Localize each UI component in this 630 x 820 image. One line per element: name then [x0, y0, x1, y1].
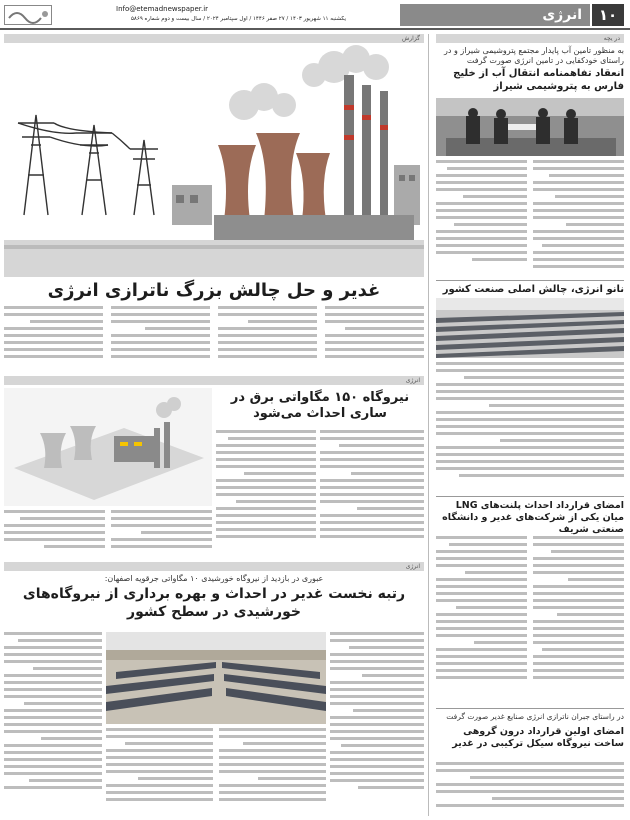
newspaper-logo [4, 5, 52, 25]
energy-illustration [4, 45, 424, 277]
story4-body [436, 762, 624, 816]
ceremony-photo [436, 98, 624, 156]
bottom-headline: رتبه نخست غدیر در احداث و بهره برداری از نیروگاه‌های خورشیدی در سطح کشور [22, 586, 406, 620]
mid-body-3 [4, 510, 212, 560]
bottom-body-right [330, 632, 424, 816]
page-header [0, 0, 630, 30]
column-divider [428, 34, 429, 816]
divider [436, 280, 624, 281]
lead-body [4, 306, 424, 372]
mid-headline: نیروگاه ۱۵۰ مگاواتی برق در ساری احداث می‌شود [230, 390, 410, 422]
header-date: یکشنبه ۱۱ شهریور ۱۴۰۳ / ۲۷ صفر ۱۴۴۶ / اول سپتامبر ۲۰۲۴ / سال بیست و دوم شماره ۵۸۶۹ [130, 16, 346, 22]
header-email[interactable]: Info@etemadnewspaper.ir [116, 5, 209, 13]
section-tag-bottom: انرژی [4, 562, 424, 571]
bottom-body-under-photo [106, 728, 326, 816]
story4-kicker: در راستای جبران ناترازی انرژی صنایع غدیر صورت گرفت [446, 712, 624, 721]
story1-body-right [533, 160, 624, 276]
section-tag-right: در یچه [436, 34, 624, 43]
mid-illustration-power-plant [4, 388, 212, 506]
mid-body-2 [216, 430, 316, 558]
story3-body-right [533, 536, 624, 704]
bottom-body-left [4, 632, 102, 816]
section-title: انرژی [400, 4, 590, 26]
section-tag-mid: انرژی [4, 376, 424, 385]
bottom-kicker: عبوری در بازدید از نیروگاه خورشیدی ۱۰ مگاواتی جرقویه اصفهان: [104, 574, 324, 583]
divider [436, 708, 624, 709]
story4-headline: امضای اولین قرارداد درون گروهی ساخت نیروگاه سیکل ترکیبی در غدیر [452, 726, 624, 749]
story2-body [436, 362, 624, 494]
divider [436, 496, 624, 497]
solar-farm-photo [106, 632, 326, 724]
section-tag-lead: گزارش [4, 34, 424, 43]
page-number: ۱۰ [592, 4, 624, 26]
solar-panels-photo [436, 298, 624, 358]
story2-headline: نانو انرژی، چالش اصلی صنعت کشور [442, 284, 624, 295]
story3-headline: امضای قرارداد احداث پلنت‌های LNG میان یکی از شرکت‌های غدیر و دانشگاه صنعتی شریف [442, 500, 624, 535]
mid-body-1 [320, 430, 424, 558]
story1-headline: انعقاد تفاهمنامه انتقال آب از خلیج فارس به پتروشیمی شیراز [453, 68, 624, 92]
story1-kicker: به منظور تامین آب پایدار مجتمع پتروشیمی شیراز و در راستای خودکفایی در تامین انرژی صورت گرفت [443, 46, 624, 65]
story3-body-left [436, 536, 527, 704]
story1-body-left [436, 160, 527, 276]
lead-headline: غدیر و حل چالش بزرگ ناترازی انرژی [47, 280, 381, 301]
